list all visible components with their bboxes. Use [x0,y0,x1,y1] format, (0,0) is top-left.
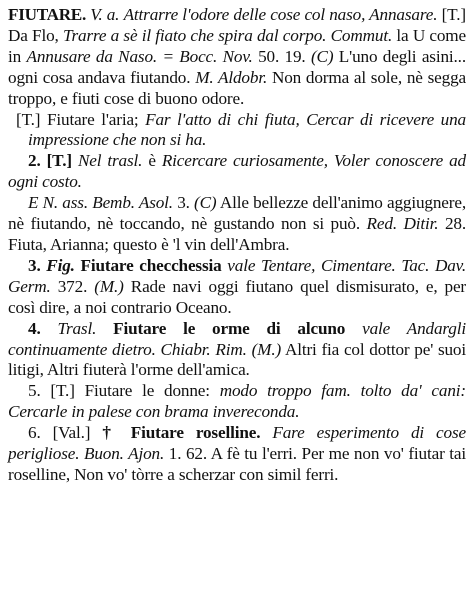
definition: vale Tentare, Cimentare. Tac. Dav. Germ. [8,255,467,296]
sense-label: Nel trasl. [77,151,143,171]
definition: Ricercare curiosamente, Voler conoscere ad ogni costo. [8,151,467,192]
citation-tag: (C) [194,193,217,213]
connector: è [148,151,156,171]
grammar-tag: V. a. [90,5,120,24]
phrase: Fiutare le orme di alcuno [113,318,346,338]
definition: Fare esperimento di cose perigliose. Buon. Ajon. [8,423,466,464]
citation-text: Alle bellezze dell'animo aggiugnere, nè fiutando, nè toccando, nè gustando non si può. [8,193,466,234]
sense-label: Fig. [46,255,75,275]
sense-number: 3. [28,255,41,275]
sense-number: 5. [T.] [28,381,75,401]
citation-ref: 50. 19. [258,46,306,66]
source-tag: [T.] [441,5,466,24]
sense-label: Trasl. [57,318,97,338]
citation-source: Red. Ditir. [366,214,439,234]
sense-number: 2. [T.] [28,151,72,171]
entry-sense-3 [8,256,466,319]
usage-note: modo troppo fam. [219,381,351,401]
citation-text: Rade navi oggi fiutano quel dismisurato, e, per così dire, a noi contrario Oceano. [8,276,467,317]
definition: da' cani: Cercarle in palese con brama invereconda. [8,381,466,422]
entry-sense-2-ass [8,193,466,256]
citation-text: L'uno degli asini... ogni cosa andava fiutando. [8,46,466,87]
citation-source: M. Aldobr. [195,67,268,87]
entry-sense-4 [8,319,466,382]
citation-source: Annusare da Naso. = Bocc. Nov. [26,46,253,66]
entry-sense-2 [8,151,466,193]
phrase: Fiutare l'aria; [46,109,139,129]
definition: Attrarre l'odore delle cose col naso, Annasare. [123,5,438,24]
etymology-note: la U come in [8,25,467,66]
citation-source: E N. ass. Bemb. Asol. [28,193,173,213]
citation-ref: 3. [177,193,190,213]
definition: vale Andargli continuamente dietro. Chiabr. Rim. [8,318,466,359]
citation-tag: (C) [310,46,334,66]
usage-note: tolto [360,381,392,401]
citation-text: Altri fia col dottor pe' suoi litigi, Altri fiuterà l'orme dell'amica. [8,339,467,380]
citation-ref: 372. [57,276,88,296]
headword: FIUTARE. [8,5,86,24]
phrase: Fiutare checchessia [80,255,222,275]
citation-text: 28. Fiuta, Arianna; questo è 'l vin dell'Ambra. [8,214,466,254]
entry-definition-main [8,5,466,110]
citation-text: Non dorma al sole, nè segga troppo, e fiuti cose di buono odore. [8,67,466,108]
sense-number: 4. [28,318,41,338]
citation-tag: (M.) [251,339,282,359]
phrase: † Fiutare roselline. [102,423,261,443]
entry-sense-fiutare-aria [8,110,466,152]
source-tag: [T.] [16,109,41,129]
etymology: Da Flo, [8,25,59,45]
sense-number: 6. [Val.] [28,423,91,443]
citation-tag: (M.) [94,276,124,296]
phrase: Fiutare le donne: [84,381,210,401]
entry-sense-6 [8,423,466,486]
definition: Far l'atto di chi fiuta, Cercar di ricevere una impressione che non si ha. [28,109,466,150]
etymology-gloss: Trarre a sè il fiato che spira dal corpo. Commut. [63,25,393,45]
citation-text: 1. 62. A fè tu l'erri. Per me non vo' fiutar tai roselline, Non vo' tòrre a scherzar con simil ferri. [8,444,466,484]
entry-sense-5 [8,381,466,423]
